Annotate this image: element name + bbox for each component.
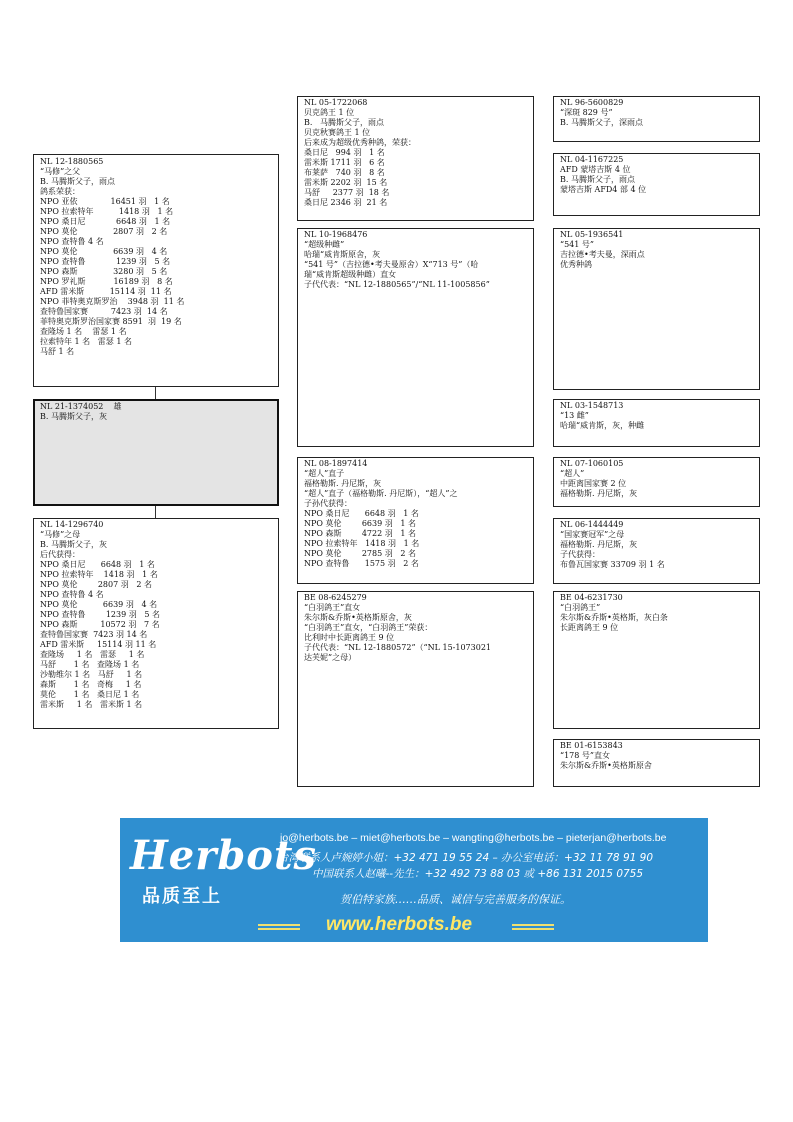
card-line: B. 马腾斯父子，灰 [40, 412, 107, 421]
card-line: “超人”直子（福格勒斯. 丹尼斯），“超人”之 [304, 489, 458, 498]
card-line: NPO 拉索特年 1418 羽 1 名 [304, 539, 420, 548]
card-line: 查特鲁国家赛 7423 羽 14 名 [40, 307, 168, 316]
card-line: NPO 森斯 3280 羽 5 名 [40, 267, 168, 276]
card-line: “541 号”（吉拉德•考夫曼原舍）X“713 号”（哈 [304, 260, 479, 269]
dss-card[interactable] [553, 457, 760, 507]
card-line: “541 号” [560, 240, 594, 249]
card-line: 哈瑞“威肯斯原舍，灰 [304, 250, 381, 259]
card-line: NPO 莫伦 2807 羽 2 名 [40, 227, 168, 236]
card-line: AFD 雷米斯 15114 羽 11 名 [40, 287, 172, 296]
sdd-text [560, 401, 644, 431]
dsd-card[interactable] [553, 518, 760, 584]
card-line: 长距离鸽王 9 位 [560, 623, 619, 632]
decor-line-right [512, 928, 554, 930]
card-line: NPO 莫伦 2785 羽 2 名 [304, 549, 416, 558]
dsd-text [560, 520, 665, 570]
card-line: 子代获得： [560, 550, 600, 559]
card-line: NPO 桑日尼 6648 羽 1 名 [40, 560, 155, 569]
ss-text [304, 98, 416, 208]
card-line: 比利时中长距离鸽王 9 位 [304, 633, 395, 642]
card-line: NL 05-1722068 [304, 98, 368, 107]
decor-line-right [512, 924, 554, 926]
card-line: 鸽系荣获： [40, 187, 80, 196]
card-line: 菲特奥克斯罗治国家赛 8591 羽 19 名 [40, 317, 182, 326]
ssd-card[interactable] [553, 153, 760, 216]
card-line: 桑日尼 2346 羽 21 名 [304, 198, 388, 207]
card-line: “白羽鸽王”直女 [304, 603, 361, 612]
card-line: BE 01-6153843 [560, 741, 623, 750]
slogan: 品质至上 [142, 886, 222, 907]
card-line: NPO 桑日尼 6648 羽 1 名 [304, 509, 419, 518]
card-line: NL 96-5600829 [560, 98, 624, 107]
card-line: 优秀种鸽 [560, 260, 592, 269]
sire-sire-card[interactable] [297, 96, 534, 221]
card-line: 查特鲁国家赛 7423 羽 14 名 [40, 630, 148, 639]
card-line: NPO 拉索特年 1418 羽 1 名 [40, 207, 174, 216]
card-line: NL 14-1296740 [40, 520, 104, 529]
card-line: 瑞“威肯斯超级种雌）直女 [304, 270, 397, 279]
card-line: 雷米斯 1 名 雷米斯 1 名 [40, 700, 143, 709]
sd-text [304, 230, 490, 290]
card-line: NL 21-1374052 雄 [40, 402, 122, 411]
card-line: B. 马腾斯父子，灰 [40, 540, 107, 549]
card-line: 布鲁瓦国家赛 33709 羽 1 名 [560, 560, 665, 569]
card-line: 布莱萨 740 羽 8 名 [304, 168, 385, 177]
sire-card[interactable] [33, 154, 279, 387]
card-line: BE 04-6231730 [560, 593, 623, 602]
card-line: “白羽鸽王”直女，“白羽鸽王”荣获： [304, 623, 433, 632]
card-line: 查隆场 1 名 雷瑟 1 名 [40, 327, 127, 336]
dd-text [304, 593, 491, 663]
card-line: 雷米斯 1711 羽 6 名 [304, 158, 385, 167]
sire-dam-card[interactable] [297, 228, 534, 447]
card-line: B. 马腾斯父子，深雨点 [560, 118, 643, 127]
card-line: NL 08-1897414 [304, 459, 368, 468]
card-line: 子代代表：“NL 12-1880565”/“NL 11-1005856” [304, 280, 490, 289]
card-line: NPO 森斯 4722 羽 1 名 [304, 529, 416, 538]
sdd-card[interactable] [553, 399, 760, 447]
dam-text [40, 520, 160, 710]
card-line: 福格勒斯. 丹尼斯，灰 [560, 540, 638, 549]
card-line: NPO 菲特奥克斯罗治 3948 羽 11 名 [40, 297, 185, 306]
card-line: 贝克秋赛鸽王 1 位 [304, 128, 371, 137]
sss-text [560, 98, 643, 128]
subject-text [40, 402, 122, 422]
card-line: NL 07-1060105 [560, 459, 624, 468]
card-line: 马舒 2377 羽 18 名 [304, 188, 390, 197]
herbots-banner [120, 818, 708, 942]
card-line: NPO 桑日尼 6648 羽 1 名 [40, 217, 171, 226]
card-line: 吉拉德•考夫曼，深雨点 [560, 250, 645, 259]
card-line: 贝克鸽王 1 位 [304, 108, 355, 117]
card-line: 莫伦 1 名 桑日尼 1 名 [40, 690, 140, 699]
dds-card[interactable] [553, 591, 760, 729]
card-line: NL 03-1548713 [560, 401, 624, 410]
card-line: 后来成为超级优秀种鸽，荣获： [304, 138, 416, 147]
sds-card[interactable] [553, 228, 760, 390]
card-line: “超人” [560, 469, 585, 478]
card-line: B. 马腾斯父子，雨点 [40, 177, 115, 186]
dam-dam-card[interactable] [297, 591, 534, 787]
card-line: “国家赛冠军”之母 [560, 530, 625, 539]
decor-line-left [258, 928, 300, 930]
card-line: “马修”之母 [40, 530, 81, 539]
contact-china: 中国联系人赵曦--先生：+32 492 73 88 03 或 +86 131 2015 0755 [312, 868, 644, 880]
card-line: 哈瑞“威肯斯，灰，种雌 [560, 421, 645, 430]
card-line: NPO 莫伦 6639 羽 4 名 [40, 600, 158, 609]
card-line: 子代代表：“NL 12-1880572”（“NL 15-1073021 [304, 643, 492, 652]
connector [155, 387, 156, 399]
card-line: 沙勒维尔 1 名 马舒 1 名 [40, 670, 143, 679]
card-line: 朱尔斯&乔斯•英格斯原舍，灰 [304, 613, 412, 622]
card-line: NL 04-1167225 [560, 155, 624, 164]
card-line: AFD 蒙塔吉斯 4 位 [560, 165, 631, 174]
card-line: “13 雌” [560, 411, 589, 420]
card-line: NPO 莫伦 6639 羽 1 名 [304, 519, 416, 528]
card-line: “超级种雌” [304, 240, 345, 249]
card-line: 蒙塔吉斯 AFD4 部 4 位 [560, 185, 647, 194]
card-line: NPO 查特鲁 4 名 [40, 590, 104, 599]
card-line: 拉索特年 1 名 雷瑟 1 名 [40, 337, 132, 346]
card-line: NPO 查特鲁 4 名 [40, 237, 104, 246]
card-line: 子孙代获得： [304, 499, 352, 508]
card-line: NPO 莫伦 2807 羽 2 名 [40, 580, 152, 589]
card-line: 森斯 1 名 奇梅 1 名 [40, 680, 142, 689]
ddd-card[interactable] [553, 739, 760, 787]
card-line: 马舒 1 名 [40, 347, 75, 356]
herbots-logo: Herbots [130, 832, 317, 879]
card-line: 雷米斯 2202 羽 15 名 [304, 178, 388, 187]
card-line: NL 10-1968476 [304, 230, 368, 239]
sire-text [40, 157, 184, 357]
ddd-text [560, 741, 652, 771]
tagline: 贺伯特家族……品质、诚信与完善服务的保证。 [340, 893, 571, 906]
decor-line-left [258, 924, 300, 926]
card-line: 朱尔斯&乔斯•英格斯，灰白条 [560, 613, 668, 622]
card-line: 朱尔斯&乔斯•英格斯原舍 [560, 761, 652, 770]
email-list[interactable]: jo@herbots.be – miet@herbots.be – wangting@herbots.be – pieterjan@herbots.be [280, 832, 667, 844]
dam-card[interactable] [33, 518, 279, 729]
dam-sire-card[interactable] [297, 457, 534, 584]
dss-text [560, 459, 637, 499]
connector [155, 506, 156, 518]
card-line: NL 12-1880565 [40, 157, 104, 166]
card-line: “超人”直子 [304, 469, 345, 478]
dds-text [560, 593, 668, 633]
card-line: NPO 查特鲁 1239 羽 5 名 [40, 257, 171, 266]
card-line: 中距离国家赛 2 位 [560, 479, 627, 488]
card-line: B. 马腾斯父子，雨点 [560, 175, 635, 184]
card-line: NPO 查特鲁 1575 羽 2 名 [304, 559, 419, 568]
ssd-text [560, 155, 646, 195]
card-line: 桑日尼 994 羽 1 名 [304, 148, 385, 157]
sss-card[interactable] [553, 96, 760, 142]
card-line: 马舒 1 名 查隆场 1 名 [40, 660, 140, 669]
card-line: “白羽鸽王” [560, 603, 601, 612]
card-line: NPO 罗礼斯 16189 羽 8 名 [40, 277, 173, 286]
website-link[interactable]: www.herbots.be [326, 914, 473, 935]
card-line: NPO 亚依 16451 羽 1 名 [40, 197, 170, 206]
contact-taiwan: 台湾联系人卢婉婷小姐：+32 471 19 55 24 – 办公室电话：+32 11 78 91 90 [278, 852, 654, 864]
card-line: BE 08-6245279 [304, 593, 367, 602]
sds-text [560, 230, 645, 270]
subject-pigeon-card[interactable] [33, 399, 279, 506]
card-line: 后代获得： [40, 550, 80, 559]
ds-text [304, 459, 457, 569]
card-line: “深斑 829 号” [560, 108, 613, 117]
card-line: 福格勒斯. 丹尼斯，灰 [304, 479, 382, 488]
card-line: “马修”之父 [40, 167, 81, 176]
card-line: NPO 莫伦 6639 羽 4 名 [40, 247, 168, 256]
card-line: 福格勒斯. 丹尼斯，灰 [560, 489, 638, 498]
card-line: AFD 雷米斯 15114 羽 11 名 [40, 640, 157, 649]
card-line: 查隆场 1 名 雷瑟 1 名 [40, 650, 145, 659]
card-line: NPO 拉索特年 1418 羽 1 名 [40, 570, 158, 579]
card-line: NPO 森斯 10572 羽 7 名 [40, 620, 160, 629]
card-line: NPO 查特鲁 1239 羽 5 名 [40, 610, 160, 619]
card-line: B. 马腾斯父子，雨点 [304, 118, 385, 127]
card-line: NL 05-1936541 [560, 230, 624, 239]
card-line: NL 06-1444449 [560, 520, 624, 529]
card-line: 达芙妮”之母） [304, 653, 357, 662]
card-line: “178 号”直女 [560, 751, 610, 760]
